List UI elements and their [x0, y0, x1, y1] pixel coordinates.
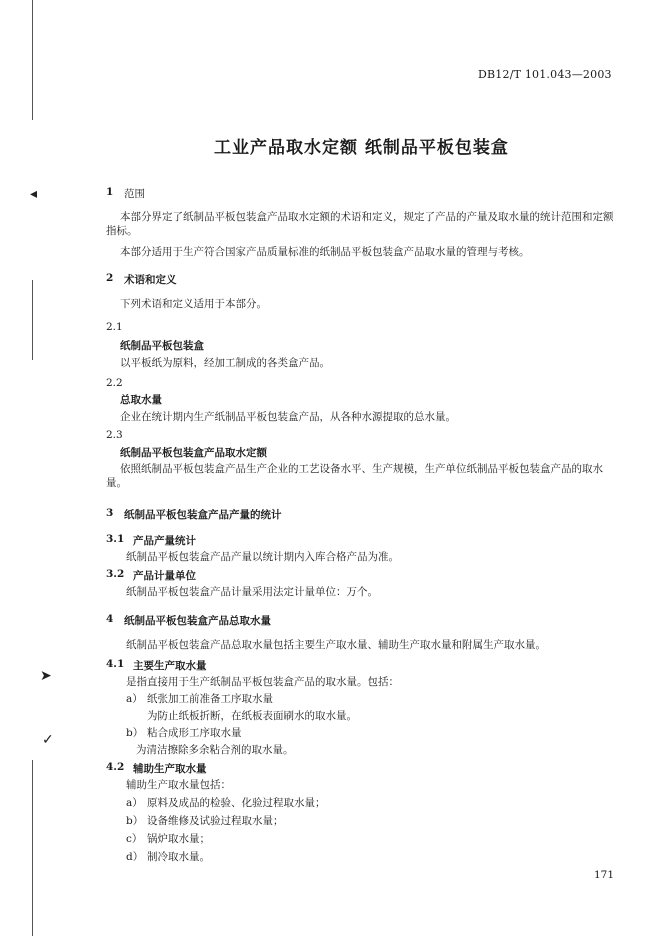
section-number: 2	[106, 272, 114, 284]
binding-margin-line	[32, 280, 33, 360]
binding-hole-mark: ◂	[30, 186, 38, 202]
list-item: 设备维修及试验过程取水量；	[147, 815, 284, 827]
document-title: 工业产品取水定额 纸制品平板包装盒	[214, 138, 509, 158]
term-definition: 企业在统计期内生产纸制品平板包装盒产品，从各种水源提取的总水量。	[120, 411, 456, 423]
list-label: b）	[126, 727, 144, 739]
binding-margin-line	[32, 760, 33, 936]
paragraph: 纸制品平板包装盒产品计量采用法定计量单位：万个。	[126, 586, 378, 598]
binding-hole-mark: ➤	[40, 668, 52, 684]
section-number: 3	[106, 507, 114, 519]
binding-hole-mark: ✓	[42, 732, 54, 748]
list-label: b）	[126, 815, 144, 827]
term-name: 总取水量	[120, 394, 162, 406]
section-number: 4	[106, 613, 114, 625]
list-item: 粘合成形工序取水量	[147, 727, 242, 739]
subsection-number: 3.2	[106, 568, 125, 580]
list-item: 原料及成品的检验、化验过程取水量；	[147, 797, 326, 809]
list-item-description: 为清洁擦除多余粘合剂的取水量。	[136, 744, 294, 756]
list-label: c）	[126, 833, 143, 845]
section-heading: 范围	[124, 188, 145, 200]
subsection-heading: 主要生产取水量	[133, 660, 207, 672]
section-heading: 纸制品平板包装盒产品总取水量	[124, 615, 271, 627]
term-number: 2.3	[106, 429, 123, 441]
term-name: 纸制品平板包装盒	[120, 340, 204, 352]
section-heading: 纸制品平板包装盒产品产量的统计	[124, 509, 282, 521]
paragraph: 本部分界定了纸制品平板包装盒产品取水定额的术语和定义，规定了产品的产量及取水量的统计范围和定额指标。	[106, 211, 614, 237]
paragraph: 下列术语和定义适用于本部分。	[120, 298, 267, 310]
term-definition: 以平板纸为原料，经加工制成的各类盒产品。	[120, 357, 330, 369]
paragraph: 辅助生产取水量包括：	[126, 779, 231, 791]
paragraph: 纸制品平板包装盒产品产量以统计期内入库合格产品为准。	[126, 551, 399, 563]
list-label: a）	[126, 797, 143, 809]
paragraph: 本部分适用于生产符合国家产品质量标准的纸制品平板包装盒产品取水量的管理与考核。	[120, 246, 530, 258]
list-label: d）	[126, 851, 144, 863]
subsection-heading: 产品产量统计	[133, 535, 196, 547]
list-item: 纸张加工前准备工序取水量	[147, 693, 273, 705]
term-number: 2.1	[106, 321, 123, 333]
paragraph: 是指直接用于生产纸制品平板包装盒产品的取水量。包括：	[126, 676, 399, 688]
paragraph: 纸制品平板包装盒产品总取水量包括主要生产取水量、辅助生产取水量和附属生产取水量。	[126, 639, 546, 651]
subsection-heading: 辅助生产取水量	[133, 763, 207, 775]
list-label: a）	[126, 693, 143, 705]
list-item-description: 为防止纸板折断，在纸板表面刷水的取水量。	[147, 710, 357, 722]
subsection-number: 4.1	[106, 658, 125, 670]
binding-margin-line	[32, 0, 33, 120]
list-item: 制冷取水量。	[147, 851, 210, 863]
subsection-heading: 产品计量单位	[133, 570, 196, 582]
term-number: 2.2	[106, 377, 123, 389]
section-heading: 术语和定义	[124, 274, 177, 286]
term-definition: 依照纸制品平板包装盒产品生产企业的工艺设备水平、生产规模，生产单位纸制品平板包装盒产品的取水量。	[106, 463, 603, 489]
list-item: 锅炉取水量；	[147, 833, 210, 845]
standard-number: DB12/T 101.043—2003	[478, 68, 612, 81]
subsection-number: 4.2	[106, 761, 125, 773]
section-number: 1	[106, 186, 114, 198]
page-number: 171	[594, 869, 615, 881]
subsection-number: 3.1	[106, 533, 125, 545]
term-name: 纸制品平板包装盒产品取水定额	[120, 447, 267, 459]
